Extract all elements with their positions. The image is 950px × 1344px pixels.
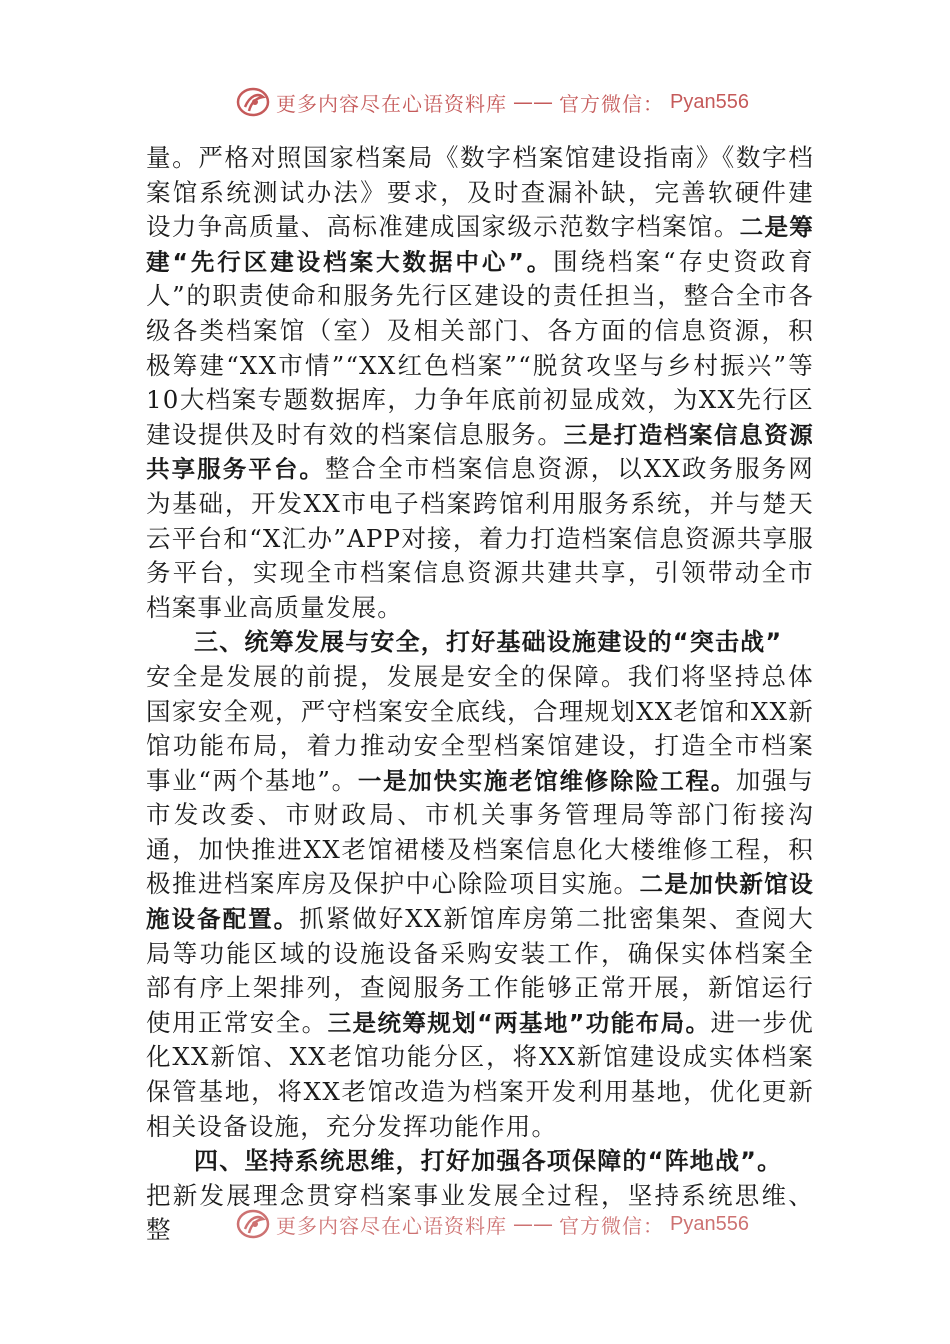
text-run: 安全是发展的前提，发展是安全的保障。我们将坚持总体国家安全观，严守档案安全底线，合理规划XX老馆和XX新馆功能布局，着力推动安全型档案馆建设，打造全市档案事业“两个基地”。 <box>146 661 814 795</box>
bold-run: 三是打造档案信息资源共享服务平台。 <box>146 420 814 484</box>
watermark-label: 官方微信： <box>559 1213 664 1238</box>
body-paragraph <box>146 660 814 1144</box>
watermark-separator: —— <box>513 1212 553 1236</box>
watermark-text: 更多内容尽在心语资料库 <box>276 1213 507 1238</box>
text-run: 进一步优化XX新馆、XX老馆功能分区，将XX新馆建设成实体档案保管基地，将XX老馆改造为档案开发利用基地，优化更新相关设备设施，充分发挥功能作用。 <box>146 1007 814 1141</box>
watermark-header <box>236 84 749 120</box>
bold-run: 二是加快新馆设施设备配置。 <box>146 870 814 934</box>
watermark-footer <box>236 1206 749 1242</box>
bold-run: 三是统筹规划“两基地”功能布局。 <box>327 1008 711 1037</box>
text-run: 抓紧做好XX新馆库房第二批密集架、查阅大局等功能区域的设施设备采购安装工作，确保实体档案全部有序上架排列，查阅服务工作能够正常开展，新馆运行使用正常安全。 <box>146 904 814 1037</box>
text-run: 加强与市发改委、市财政局、市机关事务管理局等部门衔接沟通，加快推进XX老馆裙楼及档案信息化大楼维修工程，积极推进档案库房及保护中心除险项目实施。 <box>146 765 815 899</box>
text-run: 围绕档案“存史资政育人”的职责使命和服务先行区建设的责任担当，整合全市各级各类档案馆（室）及相关部门、各方面的信息资源，积极筹建“XX市情”“XX红色档案”“脱贫攻坚与乡村振兴”等10大档案专题数据库，力争年底前初显成效，为XX先行区建设提供及时有效的档案信息服务。 <box>146 246 814 449</box>
bold-run: 一是加快实施老馆维修除险工程。 <box>357 766 736 795</box>
text-run: 整合全市档案信息资源，以XX政务服务网为基础，开发XX市电子档案跨馆利用服务系统，并与楚天云平台和“X汇办”APP对接，着力打造档案信息资源共享服务平台，实现全市档案信息资源共建共享，引领带动全市档案事业高质量发展。 <box>146 454 814 622</box>
watermark-separator: —— <box>513 90 553 114</box>
section-heading: 四、坚持系统思维，打好加强各项保障的“阵地战”。 <box>194 1147 783 1176</box>
watermark-id: Pyan556 <box>670 90 749 113</box>
section-heading: 三、统筹发展与安全，打好基础设施建设的“突击战” <box>194 628 783 657</box>
watermark-id: Pyan556 <box>670 1212 749 1235</box>
text-run: 量。严格对照国家档案局《数字档案馆建设指南》《数字档案馆系统测试办法》要求，及时查漏补缺，完善软硬件建设力争高质量、高标准建成国家级示范数字档案馆。 <box>146 143 814 242</box>
watermark-text: 更多内容尽在心语资料库 <box>276 91 507 116</box>
document-body <box>146 141 814 1248</box>
body-paragraph <box>146 141 814 625</box>
watermark-label: 官方微信： <box>559 91 664 116</box>
logo-icon <box>236 85 270 119</box>
logo-icon <box>236 1207 270 1241</box>
text-run: 把新发展理念贯穿档案事业发展全过程，坚持系统思维、整 <box>146 1180 814 1245</box>
bold-run: 二是筹建“先行区建设档案大数据中心”。 <box>146 213 814 276</box>
